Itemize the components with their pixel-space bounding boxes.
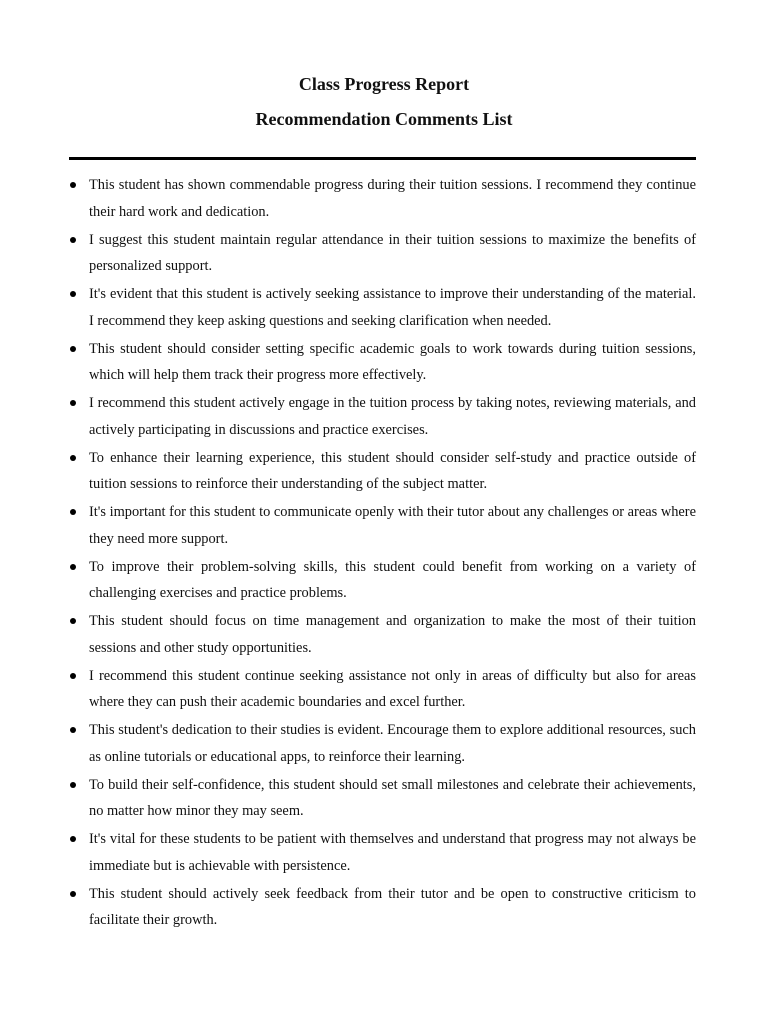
comment-item	[70, 227, 696, 280]
bullet-icon	[70, 237, 76, 243]
comment-item	[70, 717, 696, 770]
comment-item	[70, 826, 696, 879]
bullet-icon	[70, 509, 76, 515]
comment-item	[70, 336, 696, 389]
comment-text: I recommend this student actively engage in the tuition process by taking notes, reviewing materials, and actively participating in discussions and practice exercises.	[89, 395, 696, 438]
comments-list	[70, 172, 696, 935]
bullet-icon	[70, 673, 76, 679]
document-subtitle: Recommendation Comments List	[255, 109, 513, 129]
comment-text: This student has shown commendable progress during their tuition sessions. I recommend they continue their hard work and dedication.	[89, 177, 696, 220]
comment-item	[70, 772, 696, 825]
bullet-icon	[70, 455, 76, 461]
bullet-icon	[70, 836, 76, 842]
comment-text: This student should focus on time management and organization to make the most of their tuition sessions and other study opportunities.	[89, 613, 696, 656]
header-divider	[69, 157, 696, 160]
comment-text: This student's dedication to their studies is evident. Encourage them to explore additional resources, such as online tutorials or educational apps, to reinforce their learning.	[89, 722, 696, 765]
comment-item	[70, 554, 696, 607]
bullet-icon	[70, 400, 76, 406]
comment-text: It's vital for these students to be patient with themselves and understand that progress may not always be immediate but is achievable with persistence.	[89, 831, 696, 874]
comment-text: To improve their problem-solving skills, this student could benefit from working on a variety of challenging exercises and practice problems.	[89, 558, 696, 601]
bullet-icon	[70, 182, 76, 188]
comment-text: To build their self-confidence, this student should set small milestones and celebrate their achievements, no matter how minor they may seem.	[89, 776, 696, 819]
comment-item	[70, 881, 696, 934]
comment-text: To enhance their learning experience, this student should consider self-study and practice outside of tuition sessions to reinforce their understanding of the subject matter.	[89, 449, 696, 492]
comment-item	[70, 172, 696, 225]
comment-text: This student should consider setting specific academic goals to work towards during tuition sessions, which will help them track their progress more effectively.	[89, 340, 696, 383]
document-title: Class Progress Report	[298, 74, 470, 94]
bullet-icon	[70, 891, 76, 897]
bullet-icon	[70, 727, 76, 733]
comment-item	[70, 499, 696, 552]
comment-item	[70, 445, 696, 498]
bullet-icon	[70, 618, 76, 624]
comment-item	[70, 281, 696, 334]
comment-text: It's important for this student to communicate openly with their tutor about any challenges or areas where they need more support.	[89, 504, 696, 547]
comment-text: I suggest this student maintain regular attendance in their tuition sessions to maximize the benefits of personalized support.	[89, 231, 696, 274]
comment-item	[70, 663, 696, 716]
comment-text: I recommend this student continue seeking assistance not only in areas of difficulty but also for areas where they can push their academic boundaries and excel further.	[89, 667, 696, 710]
comment-item	[70, 390, 696, 443]
bullet-icon	[70, 564, 76, 570]
bullet-icon	[70, 346, 76, 352]
comment-text: This student should actively seek feedback from their tutor and be open to constructive criticism to facilitate their growth.	[89, 885, 696, 928]
comment-item	[70, 608, 696, 661]
bullet-icon	[70, 782, 76, 788]
comment-text: It's evident that this student is actively seeking assistance to improve their understanding of the material. I recommend they keep asking questions and seeking clarification when needed.	[89, 286, 696, 329]
bullet-icon	[70, 291, 76, 297]
